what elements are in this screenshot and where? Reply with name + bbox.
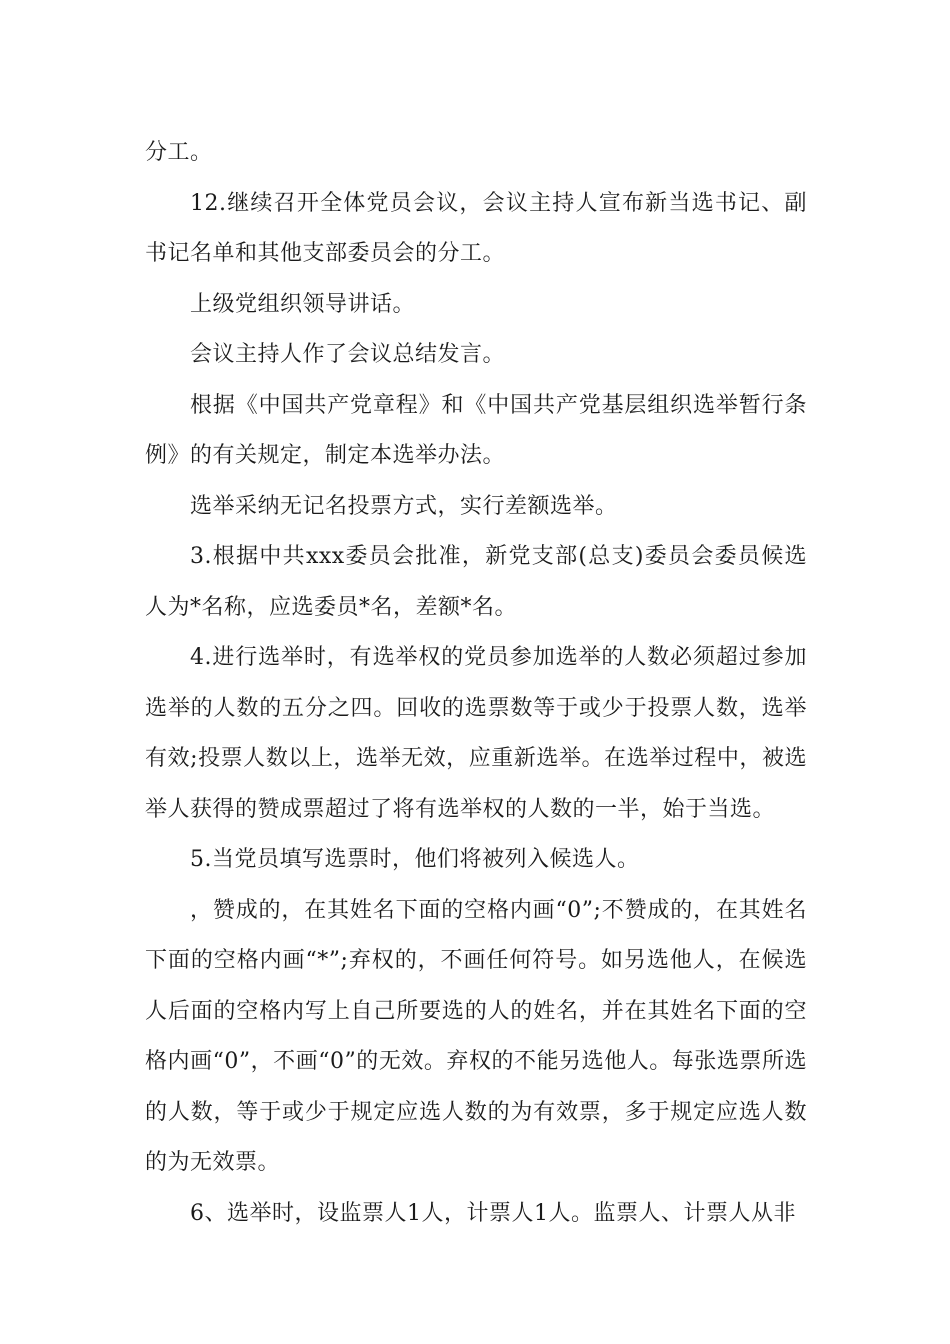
paragraph-11: 6、选举时，设监票人1人，计票人1人。监票人、计票人从非 [190,1200,796,1226]
paragraph-1: 分工。 [145,140,213,165]
paragraph-6: 选举采纳无记名投票方式，实行差额选举。 [190,493,618,519]
document-body [145,128,807,1239]
paragraph-3: 上级党组织领导讲话。 [190,291,416,317]
paragraph-8: 4.进行选举时，有选举权的党员参加选举的人数必须超过参加选举的人数的五分之四。回收的选票数等于或少于投票人数，选举有效;投票人数以上，选举无效，应重新选举。在选举过程中，被选举人获得的赞成票超过了将有选举权的人数的一半，始于当选。 [145,645,807,822]
paragraph-5: 根据《中国共产党章程》和《中国共产党基层组织选举暂行条例》的有关规定，制定本选举办法。 [145,392,807,468]
paragraph-4: 会议主持人作了会议总结发言。 [190,342,506,367]
paragraph-2: 12.继续召开全体党员会议，会议主持人宣布新当选书记、副书记名单和其他支部委员会的分工。 [145,190,807,266]
paragraph-9: 5.当党员填写选票时，他们将被列入候选人。 [190,847,640,872]
paragraph-10: ，赞成的，在其姓名下面的空格内画“0”;不赞成的，在其姓名下面的空格内画“*”;弃权的，不画任何符号。如另选他人，在候选人后面的空格内写上自己所要选的人的姓名，并在其姓名下面的空格内画“0”，不画“0”的无效。弃权的不能另选他人。每张选票所选的人数，等于或少于规定应选人数的为有效票，多于规定应选人数的为无效票。 [145,897,807,1175]
paragraph-7: 3.根据中共xxx委员会批准，新党支部(总支)委员会委员候选人为*名称，应选委员*名，差额*名。 [145,544,807,620]
